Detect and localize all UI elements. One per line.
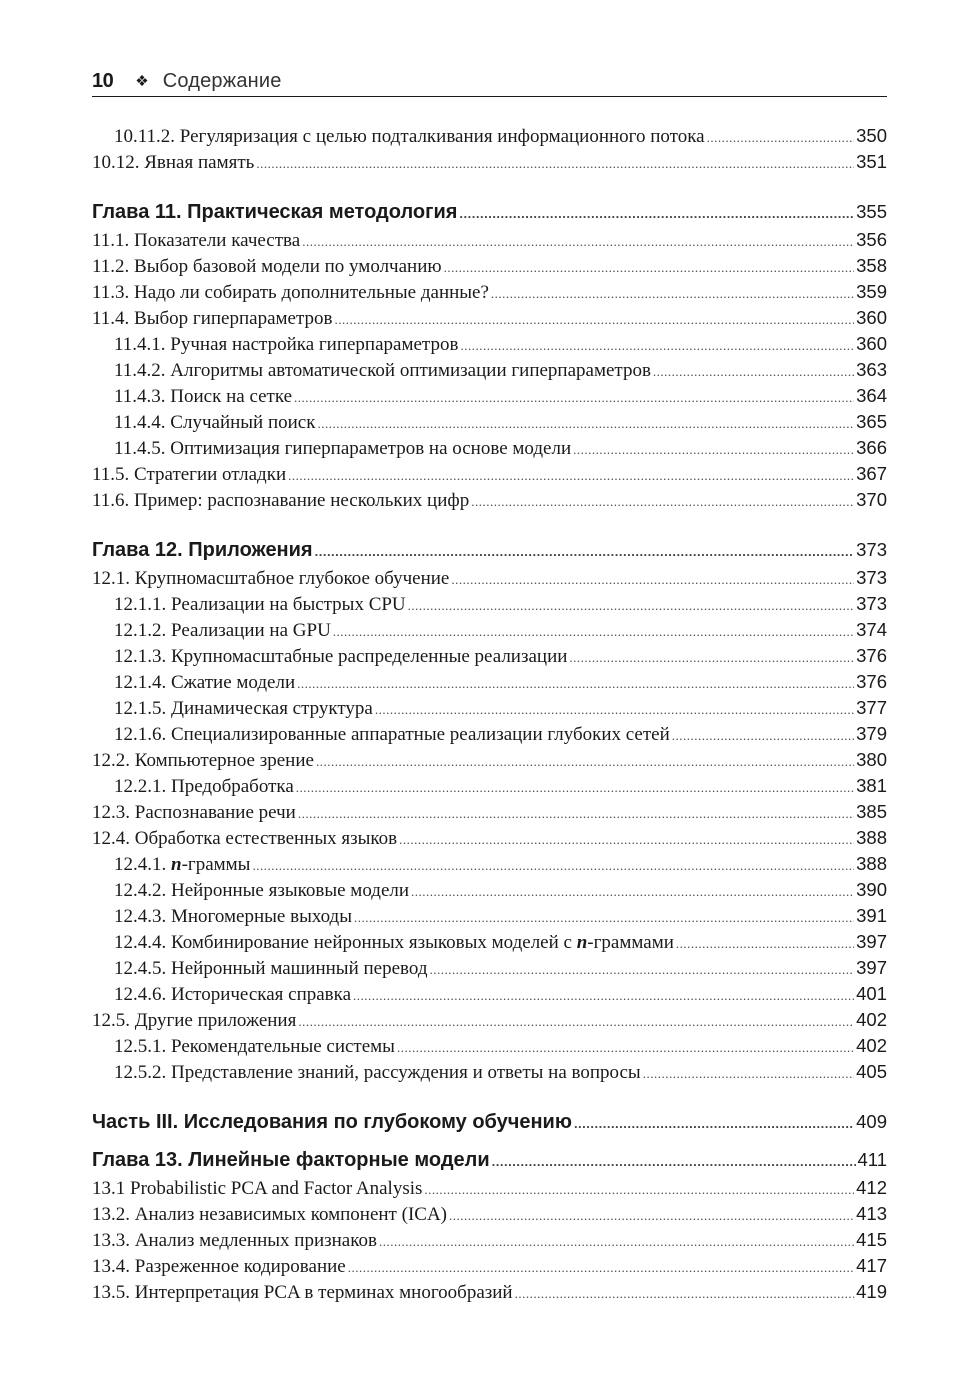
- dot-leader: [334, 307, 854, 333]
- toc-page-number: 402: [856, 1035, 887, 1056]
- toc-subsection-entry[interactable]: [92, 643, 887, 669]
- toc-entry-title: 13.3. Анализ медленных признаков: [92, 1230, 377, 1251]
- toc-page-number: 351: [856, 151, 887, 172]
- toc-page-number: 409: [856, 1111, 887, 1132]
- toc-page-number: 380: [856, 749, 887, 770]
- toc-chapter-entry[interactable]: [92, 1145, 887, 1175]
- toc-section-entry[interactable]: [92, 305, 887, 331]
- dot-leader: [317, 411, 854, 437]
- toc-page-number: 411: [857, 1149, 887, 1170]
- toc-subsection-entry[interactable]: [92, 903, 887, 929]
- dot-leader: [252, 853, 854, 879]
- dot-leader: [408, 593, 854, 619]
- toc-section-entry[interactable]: [92, 825, 887, 851]
- dot-leader: [302, 229, 854, 255]
- toc-subsection-entry[interactable]: [92, 721, 887, 747]
- toc-entry-title: Глава 13. Линейные факторные модели: [92, 1149, 490, 1171]
- dot-leader: [643, 1061, 854, 1087]
- dot-leader: [296, 775, 854, 801]
- toc-subsection-entry[interactable]: [92, 981, 887, 1007]
- table-of-contents: [92, 123, 887, 1305]
- toc-entry-title: 12.5.1. Рекомендательные системы: [114, 1036, 395, 1057]
- toc-section-entry[interactable]: [92, 1227, 887, 1253]
- toc-page-number: 355: [856, 201, 887, 222]
- toc-page-number: 391: [856, 905, 887, 926]
- toc-entry-title: 11.4.4. Случайный поиск: [114, 412, 316, 433]
- toc-entry-title: 13.5. Интерпретация PCA в терминах многообразий: [92, 1282, 513, 1303]
- section-spacer: [92, 513, 887, 535]
- dot-leader: [298, 801, 854, 827]
- dot-leader: [315, 537, 855, 567]
- toc-page-number: 381: [856, 775, 887, 796]
- toc-entry-title: Глава 12. Приложения: [92, 539, 313, 561]
- toc-subsection-entry[interactable]: [92, 877, 887, 903]
- toc-entry-title: 11.4. Выбор гиперпараметров: [92, 308, 333, 329]
- dot-leader: [574, 1109, 854, 1139]
- toc-page-number: 397: [856, 931, 887, 952]
- toc-entry-title: 11.1. Показатели качества: [92, 230, 301, 251]
- toc-section-entry[interactable]: [92, 565, 887, 591]
- toc-entry-title: 10.12. Явная память: [92, 152, 255, 173]
- toc-entry-title: 12.4.1. n-граммы: [114, 854, 251, 875]
- toc-subsection-entry[interactable]: [92, 617, 887, 643]
- dot-leader: [444, 255, 855, 281]
- dot-leader: [298, 1009, 854, 1035]
- dot-leader: [379, 1229, 854, 1255]
- toc-section-entry[interactable]: [92, 279, 887, 305]
- toc-subsection-entry[interactable]: [92, 1059, 887, 1085]
- toc-page-number: 373: [856, 539, 887, 560]
- toc-subsection-entry[interactable]: [92, 851, 887, 877]
- toc-entry-title: 11.6. Пример: распознавание нескольких цифр: [92, 490, 470, 511]
- toc-section-entry[interactable]: [92, 1253, 887, 1279]
- toc-chapter-entry[interactable]: [92, 535, 887, 565]
- dot-leader: [492, 1147, 856, 1177]
- toc-subsection-entry[interactable]: [92, 929, 887, 955]
- toc-entry-title: 12.3. Распознавание речи: [92, 802, 296, 823]
- toc-subsection-entry[interactable]: [92, 123, 887, 149]
- toc-page-number: 397: [856, 957, 887, 978]
- dot-leader: [256, 151, 854, 177]
- dot-leader: [399, 827, 854, 853]
- toc-subsection-entry[interactable]: [92, 955, 887, 981]
- toc-section-entry[interactable]: [92, 487, 887, 513]
- toc-section-entry[interactable]: [92, 253, 887, 279]
- toc-chapter-entry[interactable]: [92, 1107, 887, 1137]
- toc-entry-title: 12.1.2. Реализации на GPU: [114, 620, 331, 641]
- toc-page-number: 366: [856, 437, 887, 458]
- toc-entry-title: 11.4.1. Ручная настройка гиперпараметров: [114, 334, 459, 355]
- toc-entry-title: 12.1.4. Сжатие модели: [114, 672, 296, 693]
- toc-page-number: 365: [856, 411, 887, 432]
- toc-subsection-entry[interactable]: [92, 773, 887, 799]
- toc-section-entry[interactable]: [92, 1279, 887, 1305]
- section-spacer: [92, 1085, 887, 1107]
- book-page: [92, 66, 887, 1305]
- toc-page-number: 360: [856, 333, 887, 354]
- toc-page-number: 401: [856, 983, 887, 1004]
- toc-entry-title: 12.1.6. Специализированные аппаратные реализации глубоких сетей: [114, 724, 670, 745]
- dot-leader: [707, 125, 855, 151]
- toc-page-number: 417: [856, 1255, 887, 1276]
- toc-page-number: 388: [856, 827, 887, 848]
- dot-leader: [424, 1177, 854, 1203]
- toc-entry-title: 12.1.3. Крупномасштабные распределенные реализации: [114, 646, 568, 667]
- fleuron-icon: ❖: [135, 73, 149, 90]
- toc-section-entry[interactable]: [92, 461, 887, 487]
- toc-page-number: 363: [856, 359, 887, 380]
- toc-page-number: 376: [856, 645, 887, 666]
- toc-page-number: 412: [856, 1177, 887, 1198]
- toc-entry-title: 11.4.3. Поиск на сетке: [114, 386, 293, 407]
- toc-chapter-entry[interactable]: [92, 197, 887, 227]
- toc-entry-title: 12.4. Обработка естественных языков: [92, 828, 398, 849]
- dot-leader: [569, 645, 854, 671]
- toc-page-number: 367: [856, 463, 887, 484]
- dot-leader: [288, 463, 854, 489]
- toc-entry-title: 12.1.1. Реализации на быстрых CPU: [114, 594, 406, 615]
- toc-subsection-entry[interactable]: [92, 435, 887, 461]
- page-number: 10: [92, 69, 114, 92]
- toc-page-number: 373: [856, 567, 887, 588]
- toc-entry-title: 12.2. Компьютерное зрение: [92, 750, 314, 771]
- toc-entry-title: 12.4.2. Нейронные языковые модели: [114, 880, 410, 901]
- toc-entry-title: 11.5. Стратегии отладки: [92, 464, 287, 485]
- toc-entry-title: 12.5. Другие приложения: [92, 1010, 297, 1031]
- toc-page-number: 390: [856, 879, 887, 900]
- dot-leader: [451, 567, 854, 593]
- toc-entry-title: 11.4.5. Оптимизация гиперпараметров на основе модели: [114, 438, 572, 459]
- toc-section-entry[interactable]: [92, 1175, 887, 1201]
- toc-subsection-entry[interactable]: [92, 409, 887, 435]
- toc-entry-title: 13.1 Probabilistic PCA and Factor Analysis: [92, 1178, 423, 1199]
- dot-leader: [354, 905, 854, 931]
- dot-leader: [653, 359, 854, 385]
- toc-subsection-entry[interactable]: [92, 383, 887, 409]
- dot-leader: [429, 957, 854, 983]
- toc-entry-title: 12.5.2. Представление знаний, рассуждения и ответы на вопросы: [114, 1062, 641, 1083]
- toc-entry-title: 11.4.2. Алгоритмы автоматической оптимизации гиперпараметров: [114, 360, 651, 381]
- toc-subsection-entry[interactable]: [92, 331, 887, 357]
- toc-page-number: 350: [856, 125, 887, 146]
- toc-page-number: 373: [856, 593, 887, 614]
- toc-page-number: 388: [856, 853, 887, 874]
- toc-section-entry[interactable]: [92, 799, 887, 825]
- dot-leader: [294, 385, 854, 411]
- running-header: [92, 66, 887, 97]
- toc-page-number: 376: [856, 671, 887, 692]
- toc-entry-title: 11.2. Выбор базовой модели по умолчанию: [92, 256, 442, 277]
- toc-page-number: 377: [856, 697, 887, 718]
- dot-leader: [676, 931, 854, 957]
- toc-page-number: 419: [856, 1281, 887, 1302]
- toc-entry-title: 12.1.5. Динамическая структура: [114, 698, 373, 719]
- dot-leader: [460, 333, 854, 359]
- dot-leader: [515, 1281, 855, 1307]
- toc-entry-title: 13.4. Разреженное кодирование: [92, 1256, 346, 1277]
- section-spacer: [92, 175, 887, 197]
- toc-entry-title: 11.3. Надо ли собирать дополнительные данные?: [92, 282, 489, 303]
- toc-section-entry[interactable]: [92, 227, 887, 253]
- toc-entry-title: 12.1. Крупномасштабное глубокое обучение: [92, 568, 450, 589]
- toc-page-number: 374: [856, 619, 887, 640]
- toc-page-number: 413: [856, 1203, 887, 1224]
- toc-page-number: 359: [856, 281, 887, 302]
- toc-subsection-entry[interactable]: [92, 591, 887, 617]
- dot-leader: [353, 983, 854, 1009]
- toc-section-entry[interactable]: [92, 1007, 887, 1033]
- toc-page-number: 360: [856, 307, 887, 328]
- dot-leader: [397, 1035, 854, 1061]
- toc-subsection-entry[interactable]: [92, 695, 887, 721]
- toc-entry-title: 12.4.3. Многомерные выходы: [114, 906, 352, 927]
- toc-entry-title: Глава 11. Практическая методология: [92, 201, 458, 223]
- toc-page-number: 385: [856, 801, 887, 822]
- dot-leader: [573, 437, 854, 463]
- toc-entry-title: 12.4.6. Историческая справка: [114, 984, 352, 1005]
- toc-subsection-entry[interactable]: [92, 1033, 887, 1059]
- dot-leader: [411, 879, 854, 905]
- toc-page-number: 356: [856, 229, 887, 250]
- dot-leader: [375, 697, 854, 723]
- toc-entry-title: Часть III. Исследования по глубокому обучению: [92, 1111, 572, 1133]
- toc-page-number: 402: [856, 1009, 887, 1030]
- dot-leader: [297, 671, 854, 697]
- toc-entry-title: 12.4.4. Комбинирование нейронных языковых моделей с n-граммами: [114, 932, 674, 953]
- dot-leader: [672, 723, 854, 749]
- toc-section-entry[interactable]: [92, 1201, 887, 1227]
- toc-page-number: 370: [856, 489, 887, 510]
- toc-entry-title: 12.4.5. Нейронный машинный перевод: [114, 958, 428, 979]
- toc-entry-title: 12.2.1. Предобработка: [114, 776, 294, 797]
- dot-leader: [333, 619, 854, 645]
- toc-page-number: 364: [856, 385, 887, 406]
- toc-section-entry[interactable]: [92, 747, 887, 773]
- toc-subsection-entry[interactable]: [92, 669, 887, 695]
- toc-section-entry[interactable]: [92, 149, 887, 175]
- toc-page-number: 358: [856, 255, 887, 276]
- toc-entry-title: 10.11.2. Регуляризация с целью подталкивания информационного потока: [114, 126, 705, 147]
- dot-leader: [316, 749, 854, 775]
- toc-page-number: 415: [856, 1229, 887, 1250]
- toc-page-number: 405: [856, 1061, 887, 1082]
- toc-entry-title: 13.2. Анализ независимых компонент (ICA): [92, 1204, 447, 1225]
- dot-leader: [471, 489, 854, 515]
- running-title: Содержание: [162, 69, 282, 92]
- dot-leader: [459, 199, 854, 229]
- toc-subsection-entry[interactable]: [92, 357, 887, 383]
- toc-page-number: 379: [856, 723, 887, 744]
- dot-leader: [449, 1203, 854, 1229]
- dot-leader: [491, 281, 854, 307]
- dot-leader: [348, 1255, 854, 1281]
